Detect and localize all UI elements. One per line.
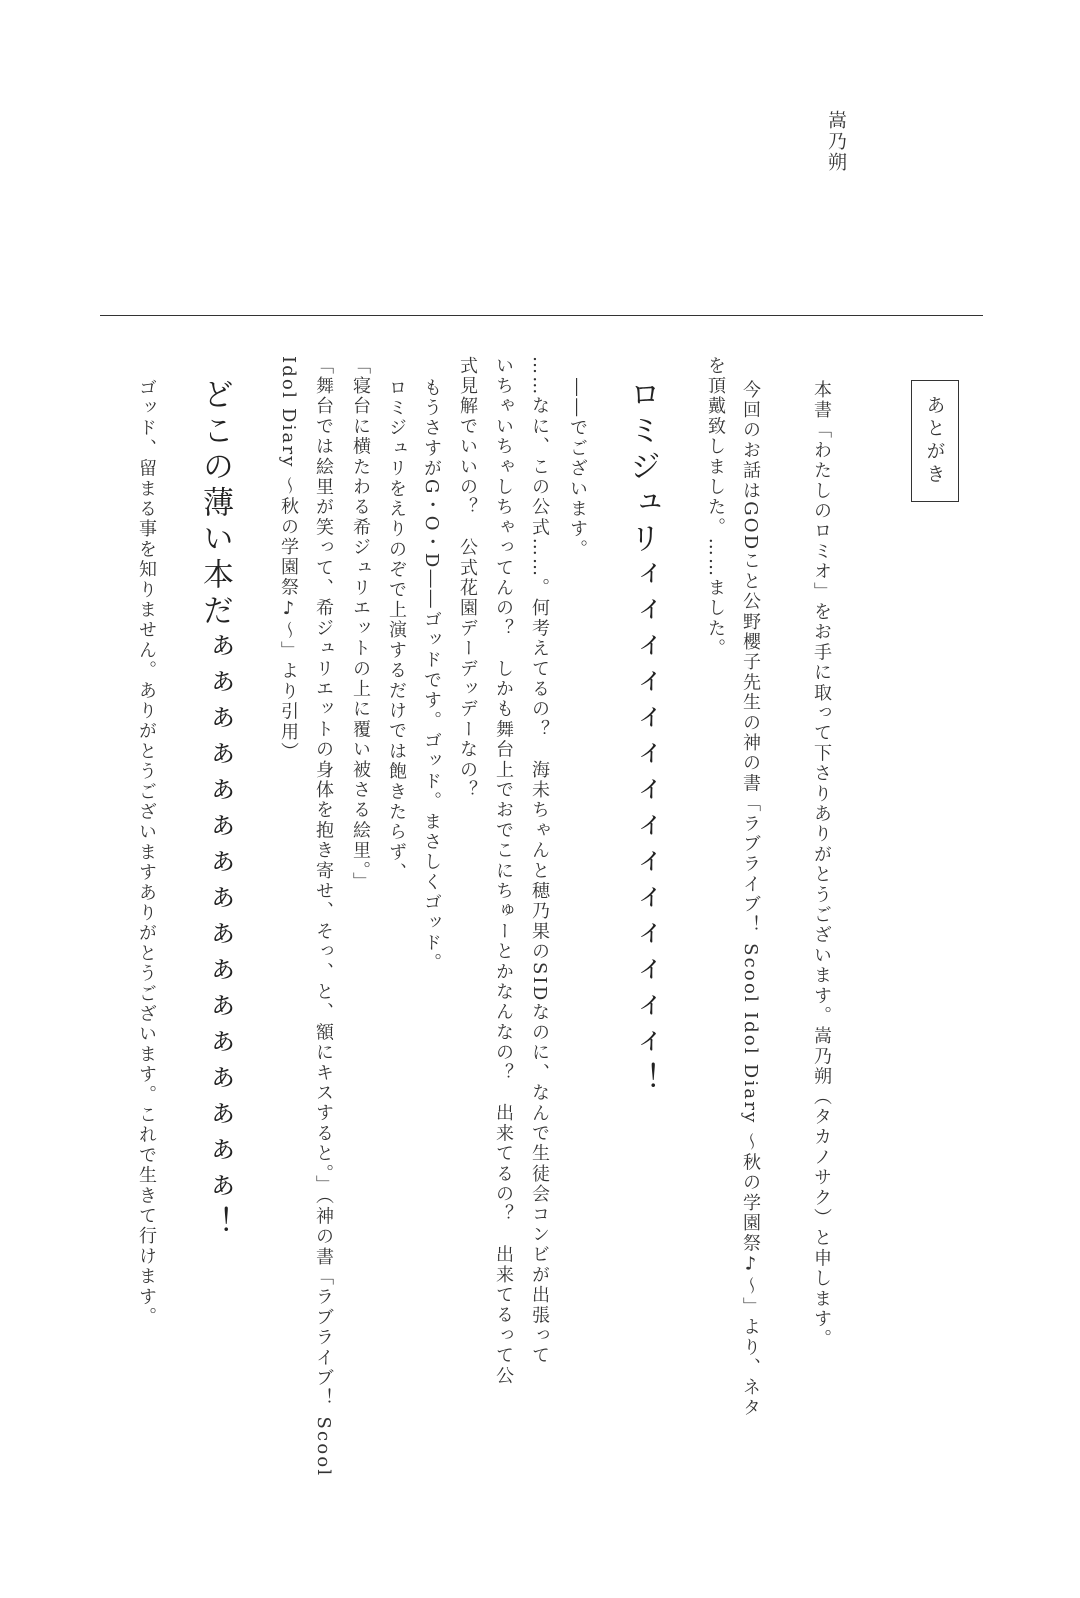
text-line: 「舞台では絵里が笑って、希ジュリエットの身体を抱き寄せ、そっ、と、額にキスすると。」（神の書「ラブライブ！ Scool xyxy=(313,356,334,1478)
afterword-heading-box xyxy=(911,380,959,502)
text-line: 「寝台に横たわる希ジュリエットの上に覆い被さる絵里。」 xyxy=(350,356,371,893)
text-line: を頂戴致しました。……ました。 xyxy=(705,356,726,659)
text-line: ロミジュリをえりのぞで上演するだけでは飽きたらず、 xyxy=(386,378,407,883)
afterword-title: あとがき xyxy=(923,395,946,487)
text-line: もうさすがG・O・D――ゴッドです。ゴッド。まさしくゴッド。 xyxy=(421,378,442,974)
text-line: ……なに、この公式……。何考えてるの？ 海未ちゃんと穂乃果のSIDなのに、なんで生徒会コンビが出張って xyxy=(529,356,550,1367)
text-line: ――でございます。 xyxy=(567,378,588,560)
divider-line xyxy=(100,315,983,316)
text-line: 式見解でいいの？ 公式花園デーデッデーなの？ xyxy=(457,356,478,801)
text-line: いちゃいちゃしちゃってんの？ しかも舞台上でおでこにちゅーとかなんなの？ 出来てるの？ 出来てるって公 xyxy=(493,356,514,1387)
headline-romijuri: ロミジュリィィィィィィィィィィィィィィ！ xyxy=(624,378,660,1098)
text-line: 今回のお話はGODこと公野櫻子先生の神の書「ラブライブ！ Scool Idol Diary ～秋の学園祭♪～」より、ネタ xyxy=(740,380,761,1419)
author-name: 嵩乃朔 xyxy=(825,110,847,173)
text-line: 本書「わたしのロミオ」をお手に取って下さりありがとうございます。嵩乃朔（タカノサク）と申します。 xyxy=(811,380,832,1350)
headline-usui-hon: どこの薄い本だぁぁぁぁぁぁぁぁぁぁぁぁぁぁぁぁ！ xyxy=(197,378,233,1242)
text-line: Idol Diary ～秋の学園祭♪～」より引用） xyxy=(278,356,299,763)
text-line: ゴッド、留まる事を知りません。ありがとうございますありがとうございます。これで生きて行けます。 xyxy=(136,378,157,1328)
